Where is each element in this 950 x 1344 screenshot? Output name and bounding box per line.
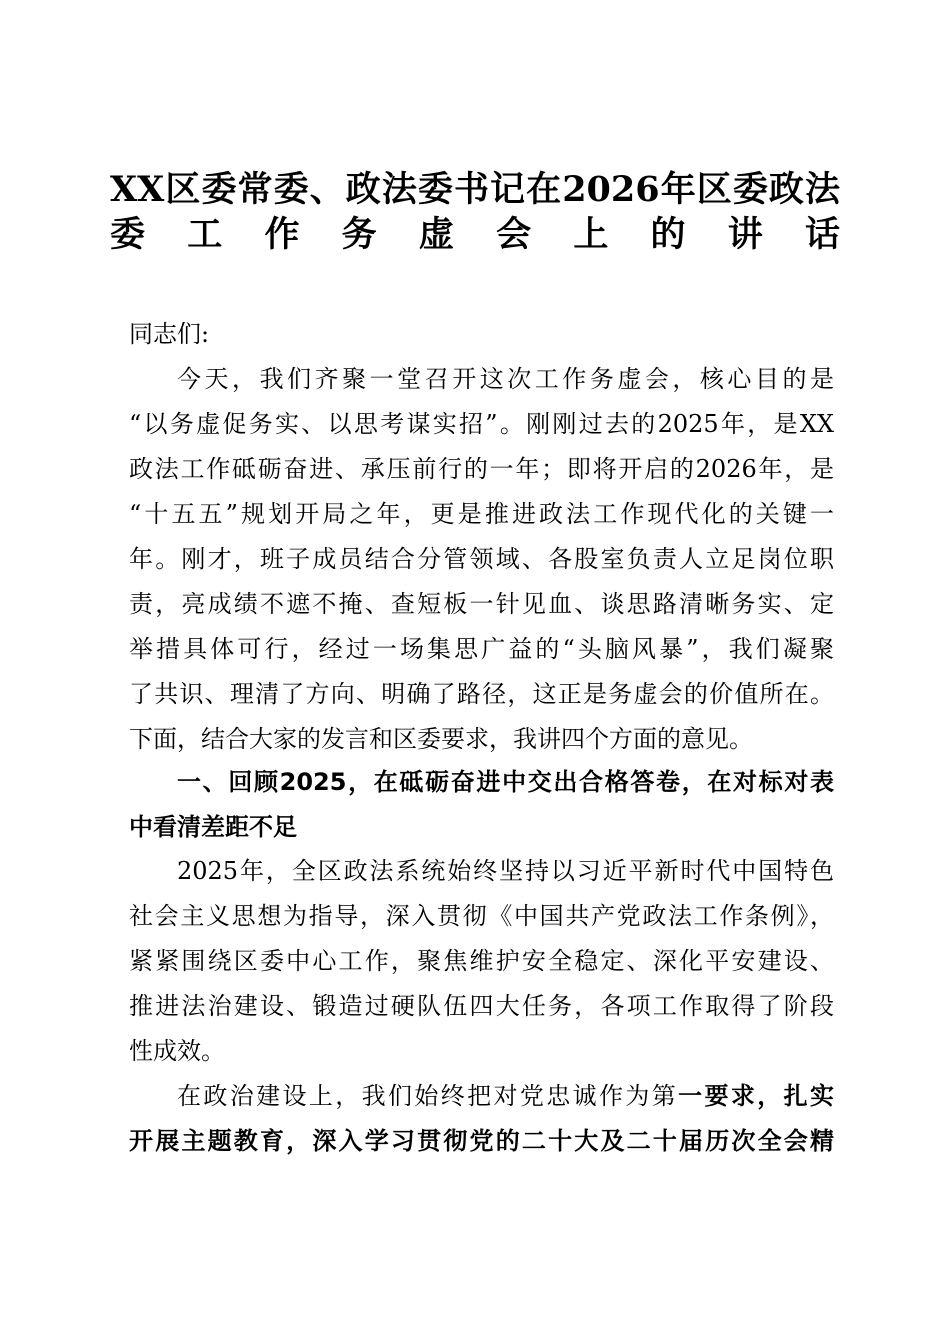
- document-title: [110, 166, 840, 256]
- section-heading-1: [129, 760, 834, 850]
- paragraph-line: 今天，我们齐聚一堂召开这次工作务虚会，核心目的是: [177, 365, 834, 393]
- paragraph-line: 举措具体可行，经过一场集思广益的“头脑风暴”，我们凝聚: [129, 635, 834, 663]
- paragraph-line: 了共识、理清了方向、明确了路径，这正是务虚会的价值所在。: [129, 680, 834, 708]
- paragraph-2025-summary: [129, 849, 834, 1074]
- heading-line: 一、回顾2025，在砥砺奋进中交出合格答卷，在对标对表: [177, 768, 834, 796]
- paragraph-line: 下面，结合大家的发言和区委要求，我讲四个方面的意见。: [129, 725, 753, 753]
- paragraph-intro: [129, 357, 834, 762]
- bold-text: 一要求，扎实: [678, 1081, 834, 1110]
- paragraph-line: 社会主义思想为指导，深入贯彻《中国共产党政法工作条例》，: [129, 902, 834, 930]
- title-line-2: 委工作务虚会上的讲话: [110, 214, 840, 255]
- paragraph-political-building: [129, 1073, 834, 1163]
- paragraph-line: 年。刚才，班子成员结合分管领域、各股室负责人立足岗位职: [129, 545, 834, 573]
- normal-text: 在政治建设上，我们始终把对党忠诚作为第: [177, 1082, 679, 1110]
- paragraph-line: 开展主题教育，深入学习贯彻党的二十大及二十届历次全会精: [129, 1126, 834, 1155]
- paragraph-line: 性成效。: [129, 1037, 225, 1065]
- paragraph-line: “十五五”规划开局之年，更是推进政法工作现代化的关键一: [129, 500, 834, 528]
- greeting-text: 同志们:: [129, 320, 210, 348]
- paragraph-line: 政法工作砥砺奋进、承压前行的一年；即将开启的2026年，是: [129, 455, 834, 483]
- heading-line: 中看清差距不足: [129, 813, 297, 841]
- greeting: [129, 312, 834, 357]
- paragraph-line: 紧紧围绕区委中心工作，聚焦维护安全稳定、深化平安建设、: [129, 947, 834, 975]
- paragraph-line-mixed: [129, 1073, 834, 1118]
- paragraph-line: 推进法治建设、锻造过硬队伍四大任务，各项工作取得了阶段: [129, 992, 834, 1020]
- paragraph-line: 责，亮成绩不遮不掩、查短板一针见血、谈思路清晰务实、定: [129, 590, 834, 618]
- paragraph-line: 2025年，全区政法系统始终坚持以习近平新时代中国特色: [177, 857, 834, 885]
- paragraph-line: “以务虚促务实、以思考谋实招”。刚刚过去的2025年，是XX: [129, 410, 834, 438]
- title-line-1: XX区委常委、政法委书记在2026年区委政法: [110, 169, 840, 210]
